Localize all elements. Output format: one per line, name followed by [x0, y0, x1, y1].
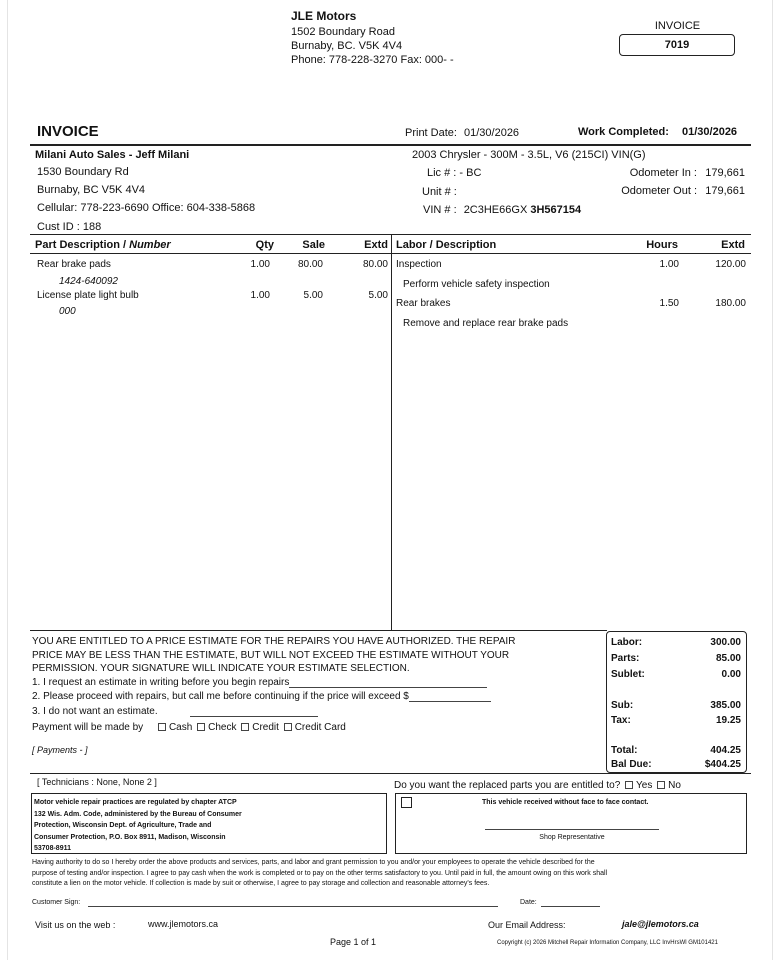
customer-sign-line[interactable]	[88, 906, 498, 907]
checkbox-icon	[197, 723, 205, 731]
estimate-option-2	[32, 691, 491, 702]
estimate-option-3: 3. I do not want an estimate.	[32, 706, 158, 717]
labor-header-hours: Hours	[646, 239, 678, 251]
labor-header-extd: Extd	[721, 239, 745, 251]
totals-parts: 85.00	[715, 653, 741, 664]
checkbox-icon	[284, 723, 292, 731]
payment-credit-card-label: Credit Card	[294, 722, 346, 733]
totals-bottom-line	[30, 773, 751, 774]
checkbox-icon	[625, 781, 633, 789]
work-completed-date: 01/30/2026	[682, 126, 738, 138]
authorization-line-2: purpose of testing and/or inspection. I agree to pay cash when the work is completed or to pay on the other terms satisfactory to you. Until paid in full, the amount owing on this work shall	[32, 869, 608, 877]
part-row-2-qty: 1.00	[250, 290, 270, 301]
payment-check[interactable]	[195, 722, 236, 733]
totals-labor-label: Labor:	[611, 637, 643, 648]
totals-labor: 300.00	[710, 637, 741, 648]
invoice-title: INVOICE	[37, 123, 99, 140]
vin-label: VIN # :	[423, 204, 457, 216]
part-row-1-number: 1424-640092	[59, 276, 118, 287]
shop-phone: Phone: 778-228-3270 Fax: 000- -	[291, 54, 454, 66]
vehicle-license: Lic # : - BC	[427, 167, 482, 179]
invoice-box-label: INVOICE	[654, 20, 701, 32]
replaced-parts-no-label: No	[668, 780, 681, 791]
totals-bal-due: $404.25	[704, 759, 741, 770]
part-row-2-desc: License plate light bulb	[37, 290, 139, 301]
replaced-parts-yes-label: Yes	[636, 780, 653, 791]
regulation-line-5: 53708-8911	[34, 845, 71, 852]
labor-row-1-detail: Perform vehicle safety inspection	[403, 279, 550, 290]
totals-bal-due-label: Bal Due:	[611, 759, 652, 770]
estimate-notice-line-1: YOU ARE ENTITLED TO A PRICE ESTIMATE FOR THE REPAIRS YOU HAVE AUTHORIZED. THE REPAIR	[32, 636, 516, 647]
odometer-in-label: Odometer In :	[629, 167, 697, 179]
regulation-line-1: Motor vehicle repair practices are regulated by chapter ATCP	[34, 799, 237, 806]
shop-name: JLE Motors	[291, 9, 357, 23]
page-number: Page 1 of 1	[330, 937, 377, 947]
shop-address-1: 1502 Boundary Road	[291, 26, 395, 38]
labor-row-2-desc: Rear brakes	[396, 298, 451, 309]
regulation-line-2: 132 Wis. Adm. Code, administered by the Bureau of Consumer	[34, 810, 242, 818]
part-row-1-sale: 80.00	[297, 259, 323, 270]
parts-header-sale: Sale	[302, 239, 325, 251]
replaced-parts-question-text: Do you want the replaced parts you are entitled to?	[394, 780, 621, 791]
payments-note: [ Payments - ]	[32, 745, 88, 755]
authorization-line-1: Having authority to do so I hereby order the above products and services, parts, and labor and grant permission to you and/or your employees to operate the vehicle described for the	[32, 859, 595, 866]
estimate-option-3-blank[interactable]	[190, 716, 318, 717]
totals-sublet: 0.00	[721, 669, 741, 680]
page-edge-left	[7, 0, 8, 960]
table-column-divider	[391, 234, 392, 630]
labor-row-1-extd: 120.00	[715, 259, 746, 270]
checkbox-icon	[241, 723, 249, 731]
authorization-text	[32, 858, 752, 890]
payment-credit[interactable]	[239, 722, 279, 733]
technicians: [ Technicians : None, None 2 ]	[37, 777, 157, 787]
work-completed-label: Work Completed:	[578, 126, 669, 138]
totals-sub: 385.00	[710, 700, 741, 711]
labor-row-2-hours: 1.50	[659, 298, 679, 309]
part-row-1-extd: 80.00	[362, 259, 388, 270]
payment-cash-label: Cash	[168, 722, 193, 733]
vin-prefix: 2C3HE66GX	[463, 204, 528, 216]
totals-sublet-label: Sublet:	[611, 669, 645, 680]
vehicle-vin	[423, 204, 581, 216]
web-link[interactable]: www.jlemotors.ca	[148, 919, 219, 929]
labor-header-desc: Labor / Description	[396, 239, 497, 251]
page-edge-right	[772, 0, 773, 960]
vin-suffix: 3H567154	[530, 204, 582, 216]
payment-cash[interactable]	[156, 722, 192, 733]
customer-address-1: 1530 Boundary Rd	[37, 166, 129, 178]
payment-credit-label: Credit	[252, 722, 279, 733]
estimate-option-1	[32, 677, 487, 688]
replaced-parts-no[interactable]	[655, 780, 681, 791]
payment-check-label: Check	[208, 722, 237, 733]
no-contact-checkbox[interactable]	[401, 797, 412, 808]
estimate-option-2-blank[interactable]	[409, 701, 491, 702]
labor-row-2-detail: Remove and replace rear brake pads	[403, 318, 569, 329]
replaced-parts-yes[interactable]	[623, 780, 652, 791]
print-date: 01/30/2026	[464, 127, 520, 139]
part-row-1-desc: Rear brake pads	[37, 259, 111, 270]
email-label: Our Email Address:	[488, 920, 566, 930]
shop-rep-label: Shop Representative	[539, 834, 605, 841]
customer-id: Cust ID : 188	[37, 221, 102, 233]
vehicle-description: 2003 Chrysler - 300M - 3.5L, V6 (215CI) VIN(G)	[412, 149, 646, 161]
header-divider	[30, 144, 751, 146]
email-link[interactable]: jale@jlemotors.ca	[622, 919, 699, 929]
odometer-out: 179,661	[705, 185, 745, 197]
parts-header-extd: Extd	[364, 239, 388, 251]
customer-sign-label: Customer Sign:	[32, 899, 81, 906]
totals-tax-label: Tax:	[611, 715, 631, 726]
estimate-option-1-blank[interactable]	[289, 687, 487, 688]
vehicle-unit: Unit # :	[422, 186, 457, 198]
copyright: Copyright (c) 2026 Mitchell Repair Information Company, LLC InvHrsWl GM101421	[497, 940, 718, 946]
labor-row-1-hours: 1.00	[659, 259, 679, 270]
customer-address-2: Burnaby, BC V5K 4V4	[37, 184, 146, 196]
regulation-line-3: Protection, Wisconsin Dept. of Agriculture, Trade and	[34, 822, 212, 829]
part-row-2-sale: 5.00	[303, 290, 323, 301]
payment-label: Payment will be made by	[32, 722, 144, 733]
customer-phones: Cellular: 778-223-6690 Office: 604-338-5868	[37, 202, 256, 214]
no-contact-text: This vehicle received without face to face contact.	[482, 799, 649, 806]
estimate-option-1-text: 1. I request an estimate in writing before you begin repairs	[32, 677, 290, 688]
labor-row-1-desc: Inspection	[396, 259, 442, 270]
totals-tax: 19.25	[715, 715, 741, 726]
estimate-notice	[32, 635, 515, 676]
date-line[interactable]	[541, 906, 600, 907]
odometer-out-label: Odometer Out :	[621, 185, 697, 197]
shop-address-2: Burnaby, BC. V5K 4V4	[291, 40, 403, 52]
estimate-option-2-text: 2. Please proceed with repairs, but call me before continuing if the price will exceed $	[32, 691, 409, 702]
web-label: Visit us on the web :	[35, 920, 116, 930]
parts-header-desc-label: Part Description /	[35, 239, 127, 251]
totals-total-label: Total:	[611, 745, 638, 756]
part-row-2-extd: 5.00	[368, 290, 388, 301]
checkbox-icon	[158, 723, 166, 731]
estimate-top-line	[30, 630, 607, 631]
parts-header-qty: Qty	[255, 239, 274, 251]
estimate-notice-line-2: PRICE MAY BE LESS THAN THE ESTIMATE, BUT WILL NOT EXCEED THE ESTIMATE WITHOUT YOUR	[32, 649, 510, 661]
payment-method	[32, 722, 346, 733]
date-label: Date:	[520, 899, 537, 906]
authorization-line-3: constitute a lien on the motor vehicle. If collection is made by suit or otherwise, I agree to pay storage and collection and reasonable attorney's fees.	[32, 880, 490, 887]
totals-sub-label: Sub:	[611, 700, 634, 711]
labor-row-2-extd: 180.00	[715, 298, 746, 309]
customer-name: Milani Auto Sales - Jeff Milani	[35, 149, 190, 161]
odometer-in: 179,661	[705, 167, 745, 179]
totals-total: 404.25	[710, 745, 741, 756]
shop-rep-signature-line[interactable]	[485, 829, 659, 830]
part-row-1-qty: 1.00	[250, 259, 270, 270]
print-date-label: Print Date:	[405, 127, 457, 139]
regulation-line-4: Consumer Protection, P.O. Box 8911, Madison, Wisconsin	[34, 833, 226, 841]
invoice-number-box: 7019	[619, 34, 735, 56]
checkbox-icon	[657, 781, 665, 789]
totals-parts-label: Parts:	[611, 653, 640, 664]
part-row-2-number: 000	[59, 306, 76, 317]
parts-header-desc	[35, 239, 171, 251]
regulation-text	[34, 797, 242, 855]
replaced-parts-question	[394, 780, 681, 791]
payment-credit-card[interactable]	[282, 722, 346, 733]
parts-header-number: Number	[129, 239, 171, 251]
estimate-notice-line-3: PERMISSION. YOUR SIGNATURE WILL INDICATE YOUR ESTIMATE SELECTION.	[32, 663, 410, 674]
